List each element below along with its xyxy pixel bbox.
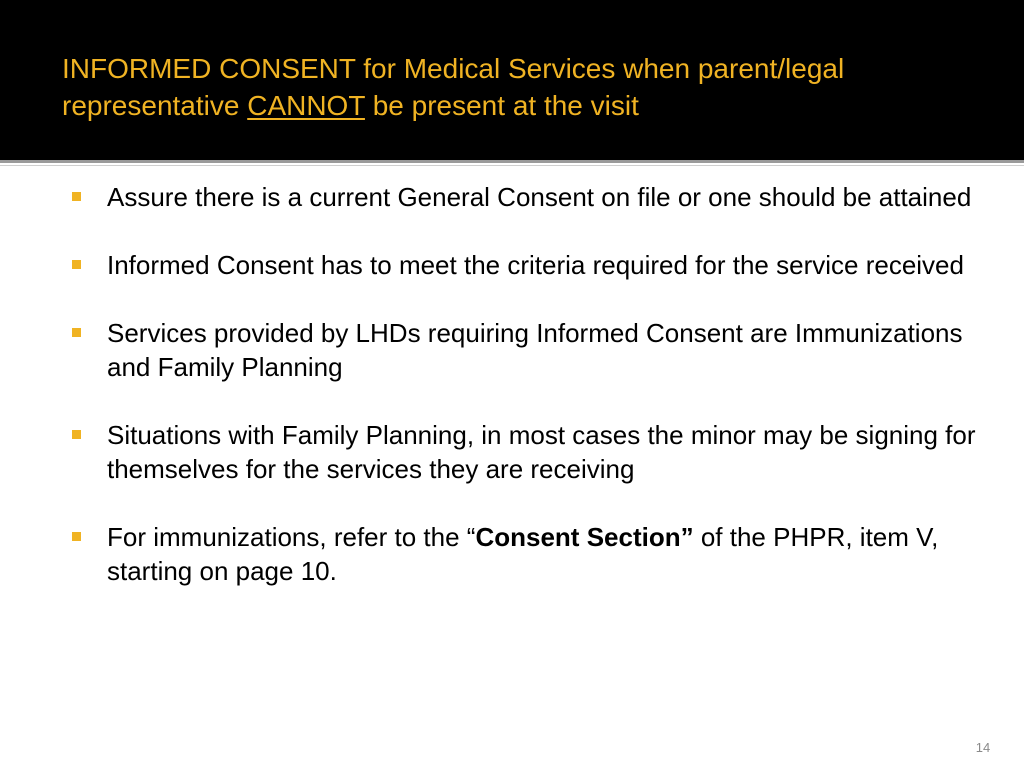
- title-bar: [0, 0, 1024, 160]
- bullet-square-icon: [72, 192, 81, 201]
- title-emphasis: CANNOT: [247, 90, 365, 121]
- slide-title: [62, 50, 1002, 124]
- bullet-item: [72, 248, 977, 282]
- consent-section-reference: Consent Section”: [475, 522, 694, 552]
- title-divider: [0, 160, 1024, 163]
- bullet-square-icon: [72, 532, 81, 541]
- bullet-item: [72, 520, 977, 588]
- bullet-text-after: of the PHPR, item V, starting on page 10.: [107, 522, 939, 586]
- bullet-text: Assure there is a current General Consent on file or one should be attained: [107, 182, 972, 212]
- title-text-part2: be present at the visit: [364, 90, 639, 121]
- title-divider-thin: [0, 165, 1024, 166]
- bullet-square-icon: [72, 260, 81, 269]
- bullet-text: Informed Consent has to meet the criteria required for the service received: [107, 250, 964, 280]
- page-number: 14: [975, 740, 991, 755]
- bullet-list: [72, 180, 977, 622]
- bullet-item: [72, 180, 977, 214]
- bullet-text: Services provided by LHDs requiring Informed Consent are Immunizations and Family Planning: [107, 318, 963, 382]
- bullet-square-icon: [72, 430, 81, 439]
- bullet-item: [72, 316, 977, 384]
- bullet-square-icon: [72, 328, 81, 337]
- title-text-part1: INFORMED CONSENT for Medical Services when parent/legal representative: [62, 53, 845, 121]
- bullet-text-before: For immunizations, refer to the “: [107, 522, 476, 552]
- bullet-item: [72, 418, 977, 486]
- bullet-text: Situations with Family Planning, in most cases the minor may be signing for themselves for the services they are receiving: [107, 420, 976, 484]
